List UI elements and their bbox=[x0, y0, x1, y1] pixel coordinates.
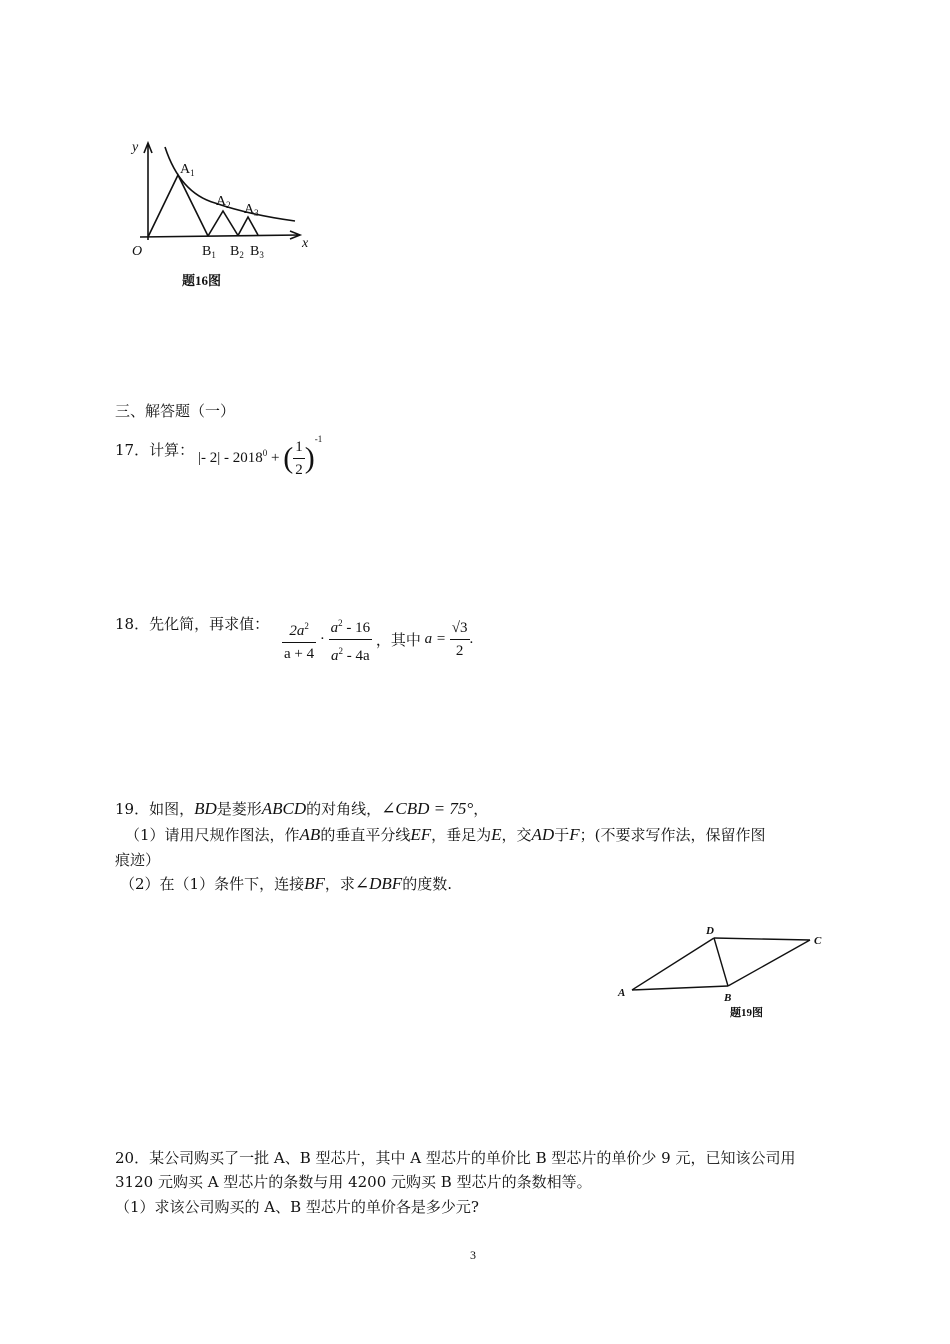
triangle-3 bbox=[238, 217, 258, 236]
q19-part1-cont: 痕迹） bbox=[115, 851, 161, 869]
y-axis-label: y bbox=[132, 140, 139, 155]
point-b1: $B_1$ bbox=[202, 244, 216, 260]
q17-frac-num: 1 bbox=[293, 436, 305, 459]
q17-plus: + bbox=[267, 450, 284, 466]
triangle-1 bbox=[148, 175, 208, 237]
q19-bd: BD bbox=[194, 799, 217, 818]
q19-part1: （1）请用尺规作图法，作AB的垂直平分线EF，垂足为E，交AD于F；(不要求写作法，保留作图 bbox=[125, 825, 766, 844]
triangle-2 bbox=[208, 211, 238, 236]
q17-exp0: 0 bbox=[262, 447, 268, 458]
q17-minus-term: - 2018 bbox=[220, 450, 263, 466]
q20-line3: （1）求该公司购买的 A、B 型芯片的单价各是多少元? bbox=[115, 1198, 479, 1216]
point-a2: $A_2$ bbox=[216, 194, 231, 210]
q17-expression: |- $2| - 2018^0$ + ( $\frac{1}{2}$ )$^{-1}$ bbox=[198, 436, 322, 481]
q20-line1: 20．某公司购买了一批 A、B 型芯片，其中 A 型芯片的单价比 B 型芯片的单价少 9 元，已知该公司用 bbox=[115, 1149, 796, 1167]
q17-abs: |- 2| bbox=[198, 450, 221, 466]
q19-part2: （2）在（1）条件下，连接BF，求∠DBF的度数. bbox=[120, 874, 452, 893]
figure-19 bbox=[610, 920, 840, 1030]
figure-16-caption: 题16图 bbox=[182, 273, 222, 288]
vertex-a: A bbox=[618, 987, 626, 999]
q18-a-eq: a = bbox=[424, 631, 447, 647]
q17-number: 17．计算： bbox=[115, 441, 195, 459]
figure-19-caption: 题19图 bbox=[730, 1007, 763, 1019]
q18-number: 18．先化简，再求值： bbox=[115, 615, 270, 633]
point-b2: $B_2$ bbox=[230, 244, 244, 260]
page-number: 3 bbox=[470, 1248, 476, 1262]
vertex-b: B bbox=[724, 992, 732, 1004]
diagonal-bd bbox=[714, 938, 728, 986]
q18-f1-den: a + 4 bbox=[284, 645, 315, 662]
q19-angle: ∠CBD = 75° bbox=[381, 799, 474, 818]
x-axis-label: x bbox=[302, 236, 309, 251]
q19-abcd: ABCD bbox=[261, 799, 307, 818]
q20-line2: 3120 元购买 A 型芯片的条数与用 4200 元购买 B 型芯片的条数相等。 bbox=[115, 1173, 592, 1191]
point-a1: $A_1$ bbox=[180, 162, 195, 178]
q18-f1-num: 2a bbox=[289, 622, 305, 639]
q19-line1: 19．如图，BD是菱形ABCD的对角线，∠CBD = 75°， bbox=[115, 799, 489, 818]
section-title: 三、解答题（一） bbox=[115, 402, 236, 420]
origin-label: O bbox=[132, 244, 143, 259]
vertex-c: C bbox=[814, 935, 822, 947]
q18-sqrt: √3 bbox=[450, 617, 470, 640]
q17-frac-den: 2 bbox=[295, 462, 303, 478]
point-b3: $B_3$ bbox=[250, 244, 264, 260]
figure-16 bbox=[120, 135, 320, 295]
q18-where: ，其中 bbox=[375, 631, 421, 649]
vertex-d: D bbox=[706, 925, 714, 937]
q18-expression: $\frac{2a^2}{a + 4}$ · $\frac{a^2 - 16}{a^2 - 4a}$ ，其中 a = $\frac{√3}{2}$ . bbox=[282, 612, 473, 667]
x-axis bbox=[140, 235, 300, 237]
point-a3: $A_3$ bbox=[244, 202, 259, 218]
q17-exp-neg1: -1 bbox=[314, 433, 323, 444]
